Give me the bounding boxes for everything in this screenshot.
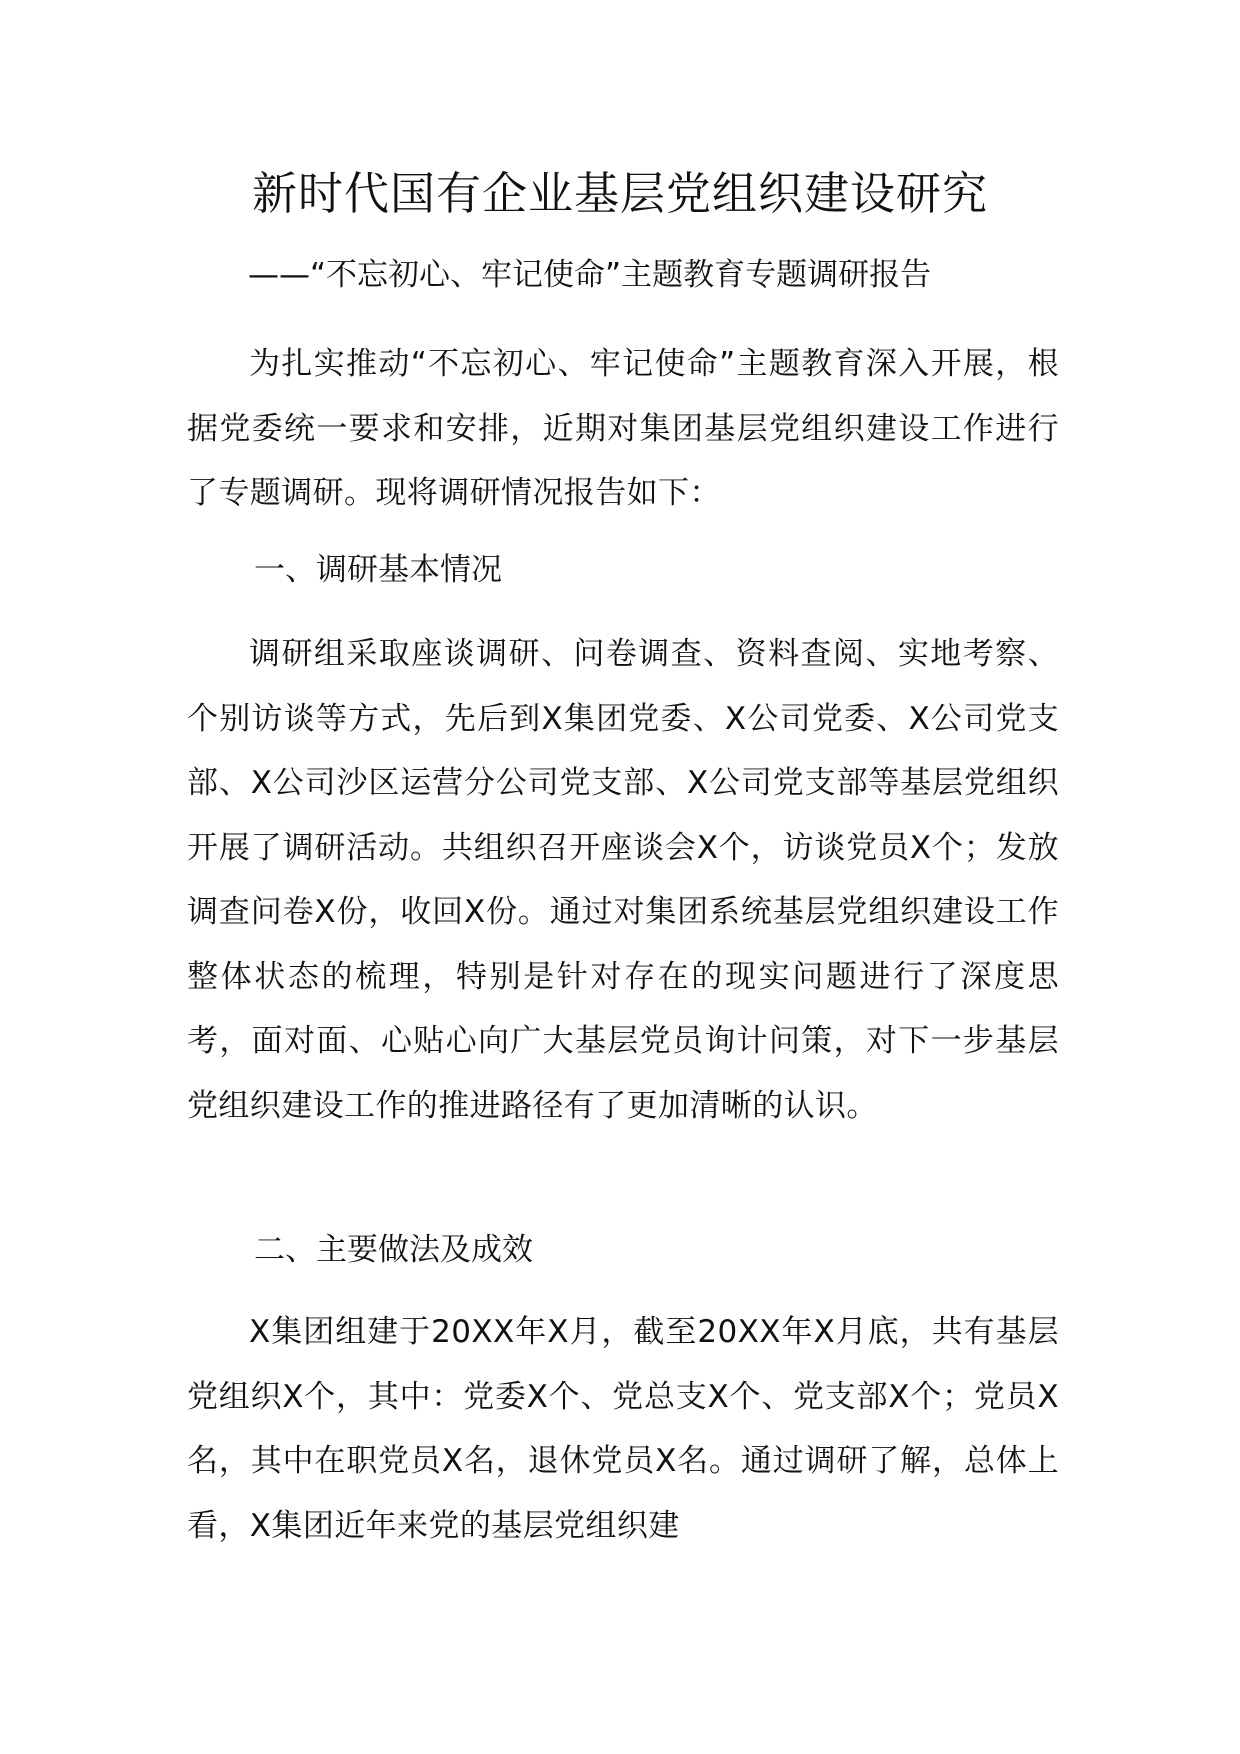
section-heading-2: 二、主要做法及成效 <box>254 1232 533 1268</box>
document-title: 新时代国有企业基层党组织建设研究 <box>251 167 988 220</box>
intro-paragraph: 为扎实推动“不忘初心、牢记使命”主题教育深入开展，根据党委统一要求和安排，近期对集团基层党组织建设工作进行了专题调研。现将调研情况报告如下： <box>187 346 1059 511</box>
document-subtitle: ——“不忘初心、牢记使命”主题教育专题调研报告 <box>248 257 932 293</box>
section-2-paragraph: X集团组建于20XX年X月，截至20XX年X月底，共有基层党组织X个，其中：党委X个、党总支X个、党支部X个；党员X名，其中在职党员X名，退休党员X名。通过调研了解，总体上看，X集团近年来党的基层党组织建 <box>187 1314 1060 1544</box>
section-1-paragraph: 调研组采取座谈调研、问卷调查、资料查阅、实地考察、个别访谈等方式，先后到X集团党委、X公司党委、X公司党支部、X公司沙区运营分公司党支部、X公司党支部等基层党组织开展了调研活动。共组织召开座谈会X个，访谈党员X个；发放调查问卷X份，收回X份。通过对集团系统基层党组织建设工作整体状态的梳理，特别是针对存在的现实问题进行了深度思考，面对面、心贴心向广大基层党员询计问策，对下一步基层党组织建设工作的推进路径有了更加清晰的认识。 <box>187 636 1059 1124</box>
section-heading-1: 一、调研基本情况 <box>254 552 502 588</box>
